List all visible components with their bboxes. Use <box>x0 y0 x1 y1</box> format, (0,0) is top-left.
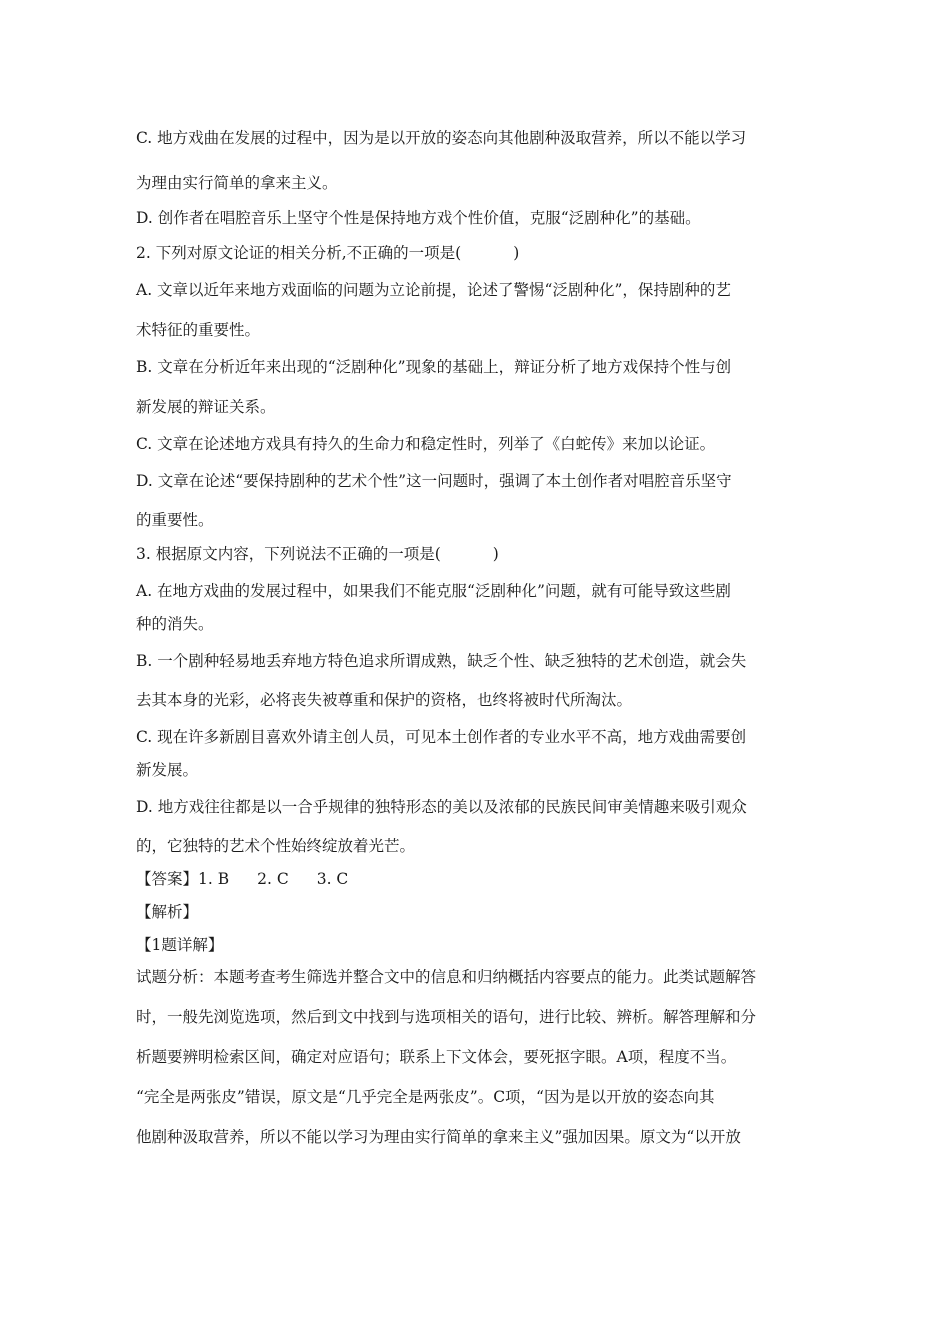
q2-stem-close: ) <box>513 244 520 262</box>
answer-item: 3. C <box>316 870 349 888</box>
analysis-paragraph-line: 试题分析：本题考查考生筛选并整合文中的信息和归纳概括内容要点的能力。此类试题解答 <box>136 968 757 986</box>
q2-option-b-line1: B. 文章在分析近年来出现的“泛剧种化”现象的基础上，辩证分析了地方戏保持个性与创 <box>136 358 732 376</box>
q1-detail-label: 【1题详解】 <box>136 936 224 954</box>
q2-option-a-line1: A. 文章以近年来地方戏面临的问题为立论前提，论述了警惕“泛剧种化”，保持剧种的艺 <box>136 281 731 299</box>
analysis-paragraph-line: 析题要辨明检索区间，确定对应语句；联系上下文体会，要死抠字眼。A项，程度不当。 <box>136 1048 737 1066</box>
analysis-paragraph-line: 时，一般先浏览选项，然后到文中找到与选项相关的语句，进行比较、辨析。解答理解和分 <box>136 1008 757 1026</box>
q3-stem <box>136 544 826 564</box>
answer-item: 2. C <box>257 870 289 888</box>
q3-option-d-line2: 的，它独特的艺术个性始终绽放着光芒。 <box>136 837 416 855</box>
q2-option-b-line2: 新发展的辩证关系。 <box>136 398 276 416</box>
q3-option-d-line1: D. 地方戏往往都是以一合乎规律的独特形态的美以及浓郁的民族民间审美情趣来吸引观众 <box>136 798 747 816</box>
analysis-paragraph-line: “完全是两张皮”错误，原文是“几乎完全是两张皮”。C项，“因为是以开放的姿态向其 <box>136 1088 715 1106</box>
answer-label: 【答案】 <box>136 870 199 888</box>
q2-stem <box>136 243 826 263</box>
q3-stem-text: 3. 根据原文内容，下列说法不正确的一项是( <box>136 545 441 563</box>
q3-option-c-line1: C. 现在许多新剧目喜欢外请主创人员，可见本土创作者的专业水平不高，地方戏曲需要创 <box>136 728 747 746</box>
q3-stem-close: ) <box>492 545 499 563</box>
q3-option-a-line1: A. 在地方戏曲的发展过程中，如果我们不能克服“泛剧种化”问题，就有可能导致这些剧 <box>136 582 731 600</box>
q2-option-c: C. 文章在论述地方戏具有持久的生命力和稳定性时，列举了《白蛇传》来加以论证。 <box>136 435 716 453</box>
q2-stem-text: 2. 下列对原文论证的相关分析,不正确的一项是( <box>136 244 462 262</box>
analysis-label: 【解析】 <box>136 903 199 921</box>
answer-line <box>136 869 826 889</box>
q3-option-b-line2: 去其本身的光彩，必将丧失被尊重和保护的资格，也终将被时代所淘汰。 <box>136 691 633 709</box>
analysis-paragraph-line: 他剧种汲取营养，所以不能以学习为理由实行简单的拿来主义”强加因果。原文为“以开放 <box>136 1128 741 1146</box>
q2-option-a-line2: 术特征的重要性。 <box>136 321 261 339</box>
q3-option-b-line1: B. 一个剧种轻易地丢弃地方特色追求所谓成熟，缺乏个性、缺乏独特的艺术创造，就会失 <box>136 652 747 670</box>
answer-item: 1. B <box>198 870 230 888</box>
q3-option-c-line2: 新发展。 <box>136 761 199 779</box>
q2-option-d-line1: D. 文章在论述“要保持剧种的艺术个性”这一问题时，强调了本土创作者对唱腔音乐坚守 <box>136 472 732 490</box>
q2-option-d-line2: 的重要性。 <box>136 511 214 529</box>
q3-option-a-line2: 种的消失。 <box>136 615 214 633</box>
q1-option-c-line1: C. 地方戏曲在发展的过程中，因为是以开放的姿态向其他剧种汲取营养，所以不能以学习 <box>136 129 747 147</box>
q1-option-c-line2: 为理由实行简单的拿来主义。 <box>136 174 338 192</box>
q1-option-d: D. 创作者在唱腔音乐上坚守个性是保持地方戏个性价值，克服“泛剧种化”的基础。 <box>136 209 701 227</box>
document-page <box>136 120 826 1147</box>
